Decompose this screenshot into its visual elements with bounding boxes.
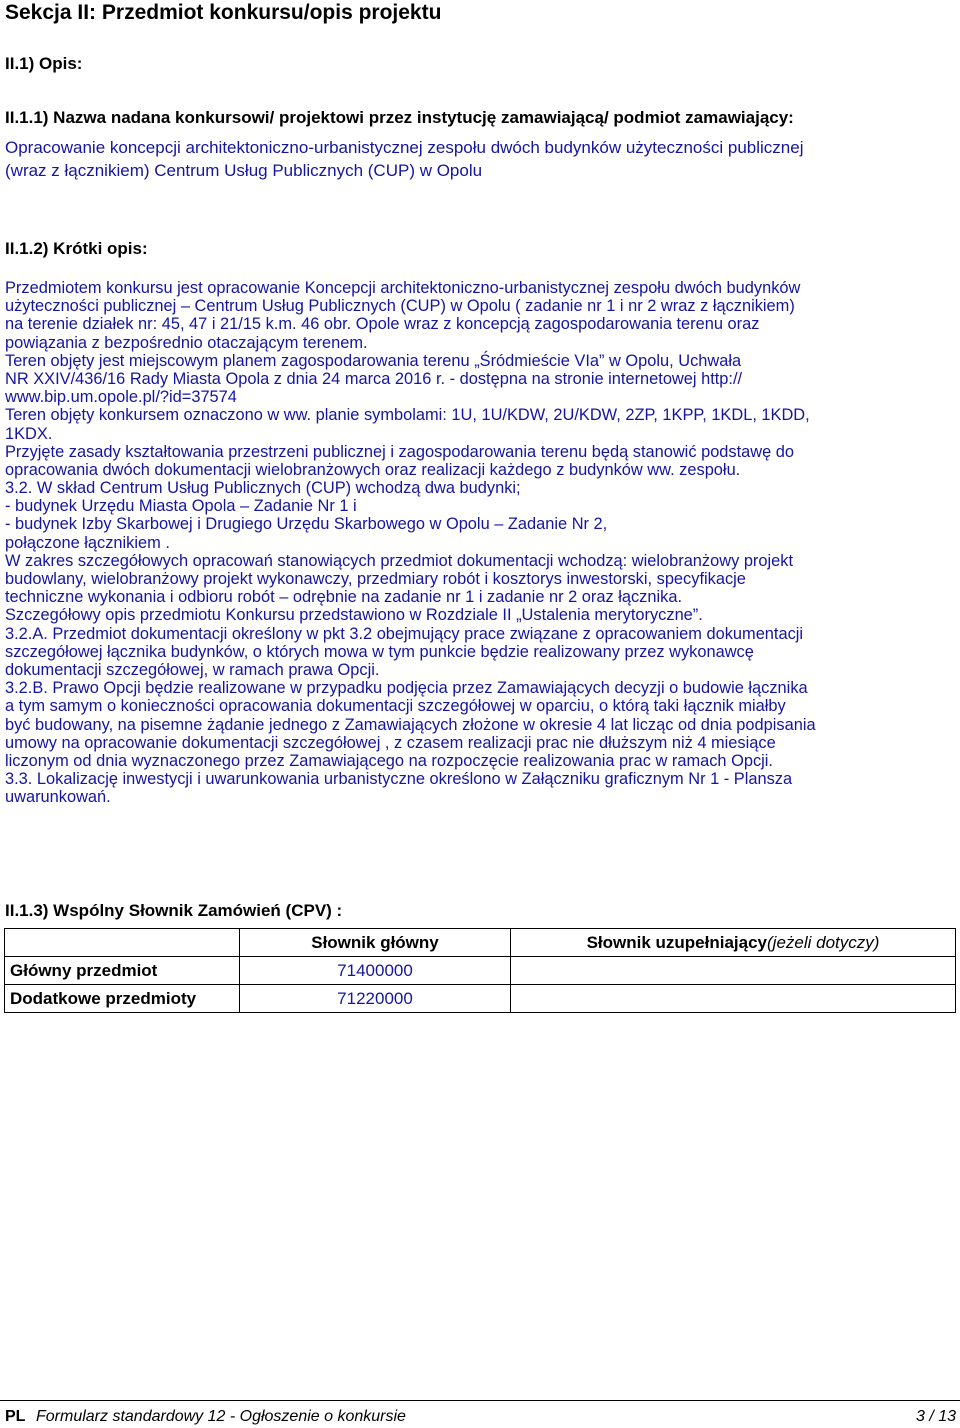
brief-line: szczegółowej łącznika budynków, o których mowa w tym punkcie będzie realizowany przez wykonawcę xyxy=(5,642,754,661)
footer-language: PL xyxy=(5,1408,26,1425)
brief-line: Teren objęty konkursem oznaczono w ww. planie symbolami: 1U, 1U/KDW, 2U/KDW, 2ZP, 1KPP, 1KDL, 1KDD, xyxy=(5,406,810,425)
brief-line: dokumentacji szczegółowej, w ramach prawa Opcji. xyxy=(5,660,380,679)
brief-line: NR XXIV/436/16 Rady Miasta Opola z dnia 24 marca 2016 r. - dostępna na stronie internetowej http:// xyxy=(5,369,743,388)
brief-line: Szczegółowy opis przedmiotu Konkursu przedstawiono w Rozdziale II „Ustalenia merytoryczne”. xyxy=(5,606,703,625)
cpv-main-code: 71220000 xyxy=(240,985,511,1013)
subsection-title: II.1) Opis: xyxy=(5,54,83,73)
name-heading: II.1.1) Nazwa nadana konkursowi/ projektowi przez instytucję zamawiającą/ podmiot zamawiający: xyxy=(5,108,794,127)
brief-line: 3.2.B. Prawo Opcji będzie realizowane w przypadku podjęcia przez Zamawiających decyzji o budowie łącznika xyxy=(5,679,808,698)
cpv-row-label: Główny przedmiot xyxy=(5,957,240,985)
cpv-header-main: Słownik główny xyxy=(240,929,511,957)
cpv-supp-code xyxy=(511,957,956,985)
project-name-line-1: Opracowanie koncepcji architektoniczno-urbanistycznej zespołu dwóch budynków użyteczności publicznej xyxy=(5,138,804,157)
brief-description xyxy=(5,279,955,806)
cpv-supp-code xyxy=(511,985,956,1013)
brief-line: użyteczności publicznej – Centrum Usług Publicznych (CUP) w Opolu ( zadanie nr 1 i nr 2 wraz z łącznikiem) xyxy=(5,297,795,316)
brief-line: na terenie działek nr: 45, 47 i 21/15 k.m. 46 obr. Opole wraz z koncepcją zagospodarowania terenu oraz xyxy=(5,315,760,334)
table-row xyxy=(5,985,956,1013)
brief-line: Teren objęty jest miejscowym planem zagospodarowania terenu „Śródmieście VIa” w Opolu, Uchwała xyxy=(5,351,742,370)
brief-line: Przedmiotem konkursu jest opracowanie Koncepcji architektoniczno-urbanistycznej zespołu dwóch budynków xyxy=(5,279,801,297)
brief-line: umowy na opracowanie dokumentacji szczegółowej , z czasem realizacji prac nie dłuższym niż 4 miesiące xyxy=(5,733,776,752)
cpv-header-row xyxy=(5,929,956,957)
cpv-header-supp-label: Słownik uzupełniający xyxy=(586,932,767,952)
section-title: Sekcja II: Przedmiot konkursu/opis projektu xyxy=(5,1,442,24)
brief-line: - budynek Urzędu Miasta Opola – Zadanie Nr 1 i xyxy=(5,497,357,516)
brief-line: techniczne wykonania i odbioru robót – odrębnie na zadanie nr 1 i zadanie nr 2 oraz łącznika. xyxy=(5,588,682,607)
footer-page-number: 3 / 13 xyxy=(915,1408,956,1425)
cpv-table xyxy=(4,928,956,1013)
cpv-heading: II.1.3) Wspólny Słownik Zamówień (CPV) : xyxy=(5,901,343,920)
brief-line: uwarunkowań. xyxy=(5,788,111,807)
cpv-main-code: 71400000 xyxy=(240,957,511,985)
brief-line: budowlany, wielobranżowy projekt wykonawczy, przedmiary robót i kosztorys inwestorski, specyfikacje xyxy=(5,570,746,588)
brief-line: 3.2.A. Przedmiot dokumentacji określony w pkt 3.2 obejmujący prace związane z opracowaniem dokumentacji xyxy=(5,624,804,643)
brief-line: powiązania z bezpośrednio otaczającym terenem. xyxy=(5,333,368,352)
brief-line: opracowania dwóch dokumentacji wielobranżowych oraz realizacji każdego z budynków ww. zespołu. xyxy=(5,460,741,479)
cpv-row-label: Dodatkowe przedmioty xyxy=(5,985,240,1013)
brief-line: połączone łącznikiem . xyxy=(5,533,170,552)
brief-line: a tym samym o konieczności opracowania dokumentacji szczegółowej w oparciu, o którą taki łącznik miałby xyxy=(5,697,786,716)
table-row xyxy=(5,957,956,985)
cpv-header-supp-note: (jeżeli dotyczy) xyxy=(767,932,880,952)
footer-form-name: Formularz standardowy 12 - Ogłoszenie o konkursie xyxy=(36,1408,406,1425)
cpv-header-empty xyxy=(5,929,240,957)
brief-line: www.bip.um.opole.pl/?id=37574 xyxy=(5,388,237,407)
brief-line: 3.2. W skład Centrum Usług Publicznych (CUP) wchodzą dwa budynki; xyxy=(5,479,521,498)
brief-line: 3.3. Lokalizację inwestycji i uwarunkowania urbanistyczne określono w Załączniku graficznym Nr 1 - Plansza xyxy=(5,770,793,789)
cpv-header-supp xyxy=(511,929,956,957)
brief-heading: II.1.2) Krótki opis: xyxy=(5,239,148,258)
brief-line: być budowany, na pisemne żądanie jednego z Zamawiających złożone w okresie 4 lat licząc od dnia podpisania xyxy=(5,715,816,734)
brief-line: liczonym od dnia wyznaczonego przez Zamawiającego na rozpoczęcie realizowania prac w ramach Opcji. xyxy=(5,751,773,770)
brief-line: W zakres szczegółowych opracowań stanowiących przedmiot dokumentacji wchodzą: wielobranżowy projekt xyxy=(5,551,794,570)
brief-line: 1KDX. xyxy=(5,424,53,443)
brief-line: Przyjęte zasady kształtowania przestrzeni publicznej i zagospodarowania terenu będą stanowić podstawę do xyxy=(5,442,795,461)
brief-line: - budynek Izby Skarbowej i Drugiego Urzędu Skarbowego w Opolu – Zadanie Nr 2, xyxy=(5,515,608,534)
footer-divider xyxy=(0,1400,960,1401)
project-name-line-2: (wraz z łącznikiem) Centrum Usług Publicznych (CUP) w Opolu xyxy=(5,161,483,180)
